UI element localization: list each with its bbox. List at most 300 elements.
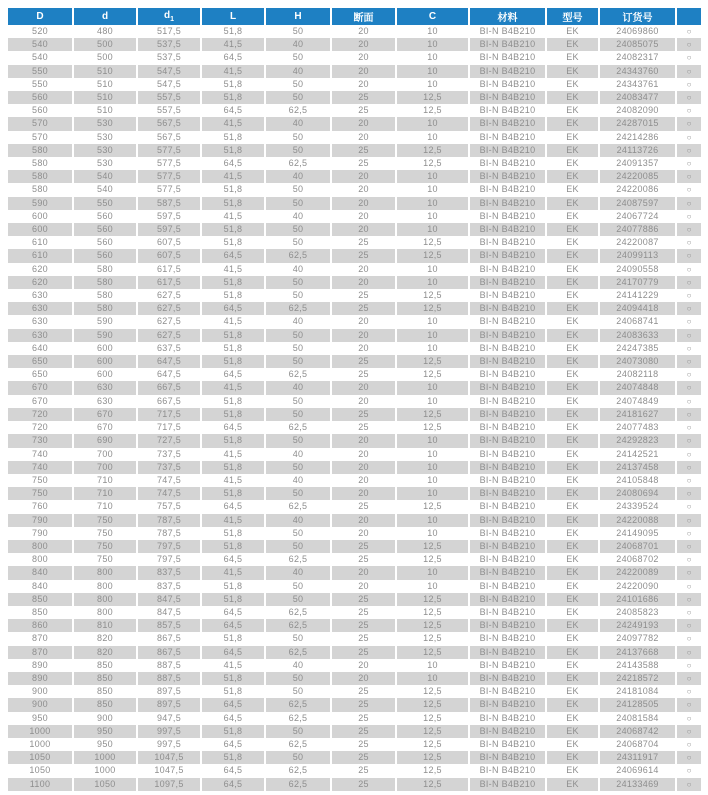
cell-availability: ○ (675, 619, 701, 632)
cell-section: 20 (330, 461, 395, 474)
cell-d: 560 (72, 210, 136, 223)
cell-d: 550 (72, 197, 136, 210)
cell-H: 62,5 (264, 778, 330, 791)
cell-order: 24214286 (598, 131, 675, 144)
cell-material: BI-N B4B210 (468, 474, 545, 487)
cell-H: 40 (264, 448, 330, 461)
cell-availability: ○ (675, 514, 701, 527)
cell-d1: 737,5 (136, 461, 200, 474)
cell-model: EK (545, 381, 598, 394)
cell-H: 50 (264, 395, 330, 408)
table-row (8, 342, 701, 355)
cell-H: 50 (264, 527, 330, 540)
cell-d1: 847,5 (136, 593, 200, 606)
cell-model: EK (545, 606, 598, 619)
cell-model: EK (545, 157, 598, 170)
cell-order: 24247385 (598, 342, 675, 355)
cell-order: 24220089 (598, 566, 675, 579)
cell-d: 580 (72, 263, 136, 276)
cell-C: 10 (395, 117, 468, 130)
cell-D: 580 (32, 158, 48, 169)
cell-D: 570 (8, 117, 72, 130)
cell-L: 41,5 (200, 38, 264, 51)
cell-d: 750 (72, 514, 136, 527)
cell-C: 10 (395, 580, 468, 593)
cell-section: 20 (330, 78, 395, 91)
table-row (8, 381, 701, 394)
cell-section: 25 (330, 712, 395, 725)
cell-H: 50 (264, 144, 330, 157)
cell-d1: 567,5 (136, 131, 200, 144)
cell-order: 24220088 (598, 514, 675, 527)
cell-order: 24081584 (598, 712, 675, 725)
cell-model: EK (545, 448, 598, 461)
cell-C: 12,5 (395, 712, 468, 725)
cell-availability: ○ (675, 38, 701, 51)
cell-availability: ○ (675, 778, 701, 791)
cell-material: BI-N B4B210 (468, 381, 545, 394)
cell-D: 580 (8, 144, 72, 157)
cell-d: 560 (72, 249, 136, 262)
cell-section: 25 (330, 778, 395, 791)
cell-D: 610 (8, 249, 72, 262)
cell-d: 510 (72, 104, 136, 117)
cell-L: 51,8 (200, 144, 264, 157)
cell-C: 10 (395, 78, 468, 91)
cell-L: 51,8 (200, 197, 264, 210)
cell-L: 51,8 (200, 434, 264, 447)
cell-L: 51,8 (200, 632, 264, 645)
cell-C: 10 (395, 223, 468, 236)
cell-d: 710 (72, 474, 136, 487)
cell-model: EK (545, 289, 598, 302)
cell-order: 24220085 (598, 170, 675, 183)
cell-material: BI-N B4B210 (468, 368, 545, 381)
cell-availability: ○ (675, 751, 701, 764)
cell-availability: ○ (675, 315, 701, 328)
cell-C: 12,5 (395, 646, 468, 659)
cell-L: 51,8 (200, 395, 264, 408)
cell-material: BI-N B4B210 (468, 355, 545, 368)
cell-model: EK (545, 712, 598, 725)
cell-d1: 617,5 (136, 276, 200, 289)
cell-d1: 747,5 (136, 474, 200, 487)
cell-d: 510 (72, 91, 136, 104)
column-header-model: 型号 (545, 8, 598, 25)
cell-D: 1050 (29, 765, 51, 776)
cell-C: 12,5 (395, 751, 468, 764)
cell-order: 24220086 (598, 183, 675, 196)
cell-C: 10 (395, 25, 468, 38)
cell-L: 41,5 (200, 514, 264, 527)
cell-model: EK (545, 527, 598, 540)
cell-C: 12,5 (395, 500, 468, 513)
cell-material: BI-N B4B210 (468, 249, 545, 262)
table-row (8, 65, 701, 78)
table-row (8, 289, 701, 302)
cell-order: 24094418 (598, 302, 675, 315)
cell-model: EK (545, 263, 598, 276)
cell-section: 25 (330, 725, 395, 738)
table-row (8, 448, 701, 461)
cell-d1: 1047,5 (136, 764, 200, 777)
column-header-d1: $d_1$ (136, 8, 200, 25)
cell-model: EK (545, 38, 598, 51)
table-row (8, 725, 701, 738)
cell-C: 10 (395, 276, 468, 289)
table-row (8, 566, 701, 579)
cell-section: 20 (330, 342, 395, 355)
cell-H: 50 (264, 408, 330, 421)
table-row (8, 91, 701, 104)
table-row (8, 210, 701, 223)
cell-section: 25 (330, 698, 395, 711)
cell-availability: ○ (675, 395, 701, 408)
table-row (8, 104, 701, 117)
cell-H: 40 (264, 210, 330, 223)
cell-material: BI-N B4B210 (468, 527, 545, 540)
table-row (8, 368, 701, 381)
product-table-container (8, 8, 701, 791)
cell-D: 600 (32, 210, 48, 221)
table-row (8, 223, 701, 236)
cell-availability: ○ (675, 632, 701, 645)
cell-section: 20 (330, 448, 395, 461)
cell-material: BI-N B4B210 (468, 448, 545, 461)
cell-availability: ○ (675, 78, 701, 91)
table-row (8, 500, 701, 513)
table-row (8, 249, 701, 262)
cell-model: EK (545, 553, 598, 566)
cell-availability: ○ (675, 144, 701, 157)
cell-availability: ○ (675, 276, 701, 289)
cell-L: 64,5 (200, 764, 264, 777)
cell-order: 24068702 (598, 553, 675, 566)
cell-availability: ○ (675, 553, 701, 566)
cell-order: 24220090 (598, 580, 675, 593)
table-row (8, 553, 701, 566)
cell-availability: ○ (675, 461, 701, 474)
cell-section: 25 (330, 764, 395, 777)
cell-L: 51,8 (200, 540, 264, 553)
cell-H: 50 (264, 580, 330, 593)
cell-material: BI-N B4B210 (468, 764, 545, 777)
cell-L: 41,5 (200, 381, 264, 394)
cell-L: 51,8 (200, 593, 264, 606)
cell-section: 20 (330, 65, 395, 78)
table-row (8, 329, 701, 342)
cell-order: 24099113 (598, 249, 675, 262)
cell-availability: ○ (675, 448, 701, 461)
cell-D: 650 (32, 369, 48, 380)
cell-model: EK (545, 434, 598, 447)
column-header-order: 订货号 (598, 8, 675, 25)
cell-d: 560 (72, 236, 136, 249)
cell-material: BI-N B4B210 (468, 712, 545, 725)
cell-L: 64,5 (200, 553, 264, 566)
table-row (8, 131, 701, 144)
cell-model: EK (545, 500, 598, 513)
cell-model: EK (545, 764, 598, 777)
cell-availability: ○ (675, 249, 701, 262)
cell-d1: 737,5 (136, 448, 200, 461)
cell-d1: 537,5 (136, 38, 200, 51)
cell-d1: 847,5 (136, 606, 200, 619)
cell-L: 51,8 (200, 91, 264, 104)
cell-availability: ○ (675, 342, 701, 355)
cell-section: 25 (330, 91, 395, 104)
cell-H: 50 (264, 672, 330, 685)
cell-section: 25 (330, 289, 395, 302)
cell-d: 810 (72, 619, 136, 632)
cell-material: BI-N B4B210 (468, 619, 545, 632)
cell-L: 51,8 (200, 672, 264, 685)
cell-section: 20 (330, 197, 395, 210)
cell-order: 24085075 (598, 38, 675, 51)
cell-L: 51,8 (200, 329, 264, 342)
cell-H: 50 (264, 329, 330, 342)
cell-availability: ○ (675, 580, 701, 593)
cell-d: 480 (72, 25, 136, 38)
cell-availability: ○ (675, 500, 701, 513)
cell-D: 870 (8, 646, 72, 659)
cell-material: BI-N B4B210 (468, 540, 545, 553)
cell-section: 25 (330, 104, 395, 117)
cell-L: 64,5 (200, 778, 264, 791)
cell-section: 20 (330, 263, 395, 276)
cell-L: 51,8 (200, 223, 264, 236)
cell-D: 670 (32, 395, 48, 406)
cell-d: 580 (72, 302, 136, 315)
cell-order: 24069860 (598, 25, 675, 38)
cell-section: 20 (330, 566, 395, 579)
cell-d1: 797,5 (136, 540, 200, 553)
cell-d1: 547,5 (136, 65, 200, 78)
cell-d1: 567,5 (136, 117, 200, 130)
cell-availability: ○ (675, 329, 701, 342)
cell-section: 20 (330, 51, 395, 64)
cell-model: EK (545, 329, 598, 342)
cell-d: 710 (72, 500, 136, 513)
cell-d1: 577,5 (136, 157, 200, 170)
cell-model: EK (545, 540, 598, 553)
cell-C: 12,5 (395, 764, 468, 777)
cell-C: 10 (395, 183, 468, 196)
cell-availability: ○ (675, 685, 701, 698)
cell-order: 24082317 (598, 51, 675, 64)
cell-L: 51,8 (200, 527, 264, 540)
cell-section: 25 (330, 302, 395, 315)
cell-model: EK (545, 210, 598, 223)
cell-availability: ○ (675, 117, 701, 130)
cell-order: 24149095 (598, 527, 675, 540)
cell-availability: ○ (675, 659, 701, 672)
cell-C: 10 (395, 487, 468, 500)
table-row (8, 197, 701, 210)
cell-C: 12,5 (395, 289, 468, 302)
cell-section: 20 (330, 131, 395, 144)
cell-L: 64,5 (200, 606, 264, 619)
cell-H: 50 (264, 355, 330, 368)
cell-section: 20 (330, 381, 395, 394)
cell-D: 850 (8, 593, 72, 606)
cell-availability: ○ (675, 566, 701, 579)
cell-d1: 867,5 (136, 646, 200, 659)
cell-C: 10 (395, 395, 468, 408)
cell-order: 24090558 (598, 263, 675, 276)
cell-order: 24067724 (598, 210, 675, 223)
cell-C: 12,5 (395, 236, 468, 249)
cell-material: BI-N B4B210 (468, 778, 545, 791)
cell-d: 900 (72, 712, 136, 725)
cell-H: 50 (264, 91, 330, 104)
cell-d: 600 (72, 342, 136, 355)
table-header (8, 8, 701, 25)
cell-d1: 837,5 (136, 580, 200, 593)
cell-H: 40 (264, 381, 330, 394)
cell-d1: 887,5 (136, 672, 200, 685)
cell-model: EK (545, 632, 598, 645)
cell-model: EK (545, 659, 598, 672)
table-row (8, 421, 701, 434)
cell-L: 51,8 (200, 78, 264, 91)
cell-H: 40 (264, 315, 330, 328)
cell-model: EK (545, 514, 598, 527)
cell-material: BI-N B4B210 (468, 751, 545, 764)
cell-order: 24082118 (598, 368, 675, 381)
cell-d1: 627,5 (136, 315, 200, 328)
cell-d: 510 (72, 78, 136, 91)
cell-material: BI-N B4B210 (468, 646, 545, 659)
cell-model: EK (545, 302, 598, 315)
cell-model: EK (545, 51, 598, 64)
cell-order: 24077886 (598, 223, 675, 236)
cell-availability: ○ (675, 355, 701, 368)
cell-section: 20 (330, 315, 395, 328)
cell-section: 20 (330, 514, 395, 527)
cell-D: 950 (32, 712, 48, 723)
cell-L: 51,8 (200, 725, 264, 738)
cell-H: 62,5 (264, 619, 330, 632)
cell-C: 12,5 (395, 619, 468, 632)
cell-C: 10 (395, 51, 468, 64)
cell-D: 550 (32, 78, 48, 89)
cell-model: EK (545, 144, 598, 157)
cell-order: 24343760 (598, 65, 675, 78)
cell-d: 590 (72, 329, 136, 342)
cell-L: 51,8 (200, 685, 264, 698)
column-header-D: D (8, 8, 72, 25)
cell-L: 41,5 (200, 448, 264, 461)
cell-section: 25 (330, 553, 395, 566)
cell-H: 50 (264, 434, 330, 447)
cell-d: 850 (72, 698, 136, 711)
cell-d1: 607,5 (136, 236, 200, 249)
cell-material: BI-N B4B210 (468, 78, 545, 91)
cell-L: 51,8 (200, 408, 264, 421)
cell-C: 12,5 (395, 606, 468, 619)
cell-L: 64,5 (200, 712, 264, 725)
cell-C: 12,5 (395, 249, 468, 262)
cell-d1: 577,5 (136, 183, 200, 196)
cell-material: BI-N B4B210 (468, 263, 545, 276)
cell-H: 40 (264, 117, 330, 130)
cell-section: 25 (330, 606, 395, 619)
cell-model: EK (545, 778, 598, 791)
cell-d1: 547,5 (136, 78, 200, 91)
cell-order: 24074849 (598, 395, 675, 408)
cell-C: 10 (395, 566, 468, 579)
cell-D: 600 (8, 223, 72, 236)
column-header-availability (675, 8, 701, 25)
cell-L: 41,5 (200, 659, 264, 672)
cell-C: 10 (395, 329, 468, 342)
cell-material: BI-N B4B210 (468, 738, 545, 751)
cell-d: 1000 (72, 751, 136, 764)
cell-material: BI-N B4B210 (468, 408, 545, 421)
cell-H: 40 (264, 474, 330, 487)
cell-D: 640 (32, 342, 48, 353)
cell-material: BI-N B4B210 (468, 434, 545, 447)
cell-availability: ○ (675, 606, 701, 619)
cell-H: 50 (264, 725, 330, 738)
table-row (8, 78, 701, 91)
cell-availability: ○ (675, 289, 701, 302)
cell-d1: 787,5 (136, 527, 200, 540)
cell-C: 12,5 (395, 540, 468, 553)
cell-material: BI-N B4B210 (468, 170, 545, 183)
cell-order: 24101686 (598, 593, 675, 606)
cell-d: 820 (72, 646, 136, 659)
cell-model: EK (545, 170, 598, 183)
cell-section: 25 (330, 632, 395, 645)
cell-d1: 717,5 (136, 408, 200, 421)
cell-order: 24083633 (598, 329, 675, 342)
cell-availability: ○ (675, 698, 701, 711)
cell-C: 12,5 (395, 593, 468, 606)
cell-D: 730 (8, 434, 72, 447)
cell-order: 24181627 (598, 408, 675, 421)
cell-L: 64,5 (200, 646, 264, 659)
cell-model: EK (545, 751, 598, 764)
table-row (8, 593, 701, 606)
cell-availability: ○ (675, 197, 701, 210)
cell-availability: ○ (675, 25, 701, 38)
cell-H: 50 (264, 685, 330, 698)
cell-model: EK (545, 672, 598, 685)
cell-H: 62,5 (264, 738, 330, 751)
cell-order: 24113726 (598, 144, 675, 157)
cell-availability: ○ (675, 540, 701, 553)
cell-C: 12,5 (395, 368, 468, 381)
column-header-C: C (395, 8, 468, 25)
table-row (8, 646, 701, 659)
table-row (8, 487, 701, 500)
cell-D: 1000 (29, 738, 51, 749)
cell-C: 10 (395, 474, 468, 487)
cell-D: 750 (32, 474, 48, 485)
cell-H: 50 (264, 223, 330, 236)
table-row (8, 619, 701, 632)
cell-availability: ○ (675, 302, 701, 315)
cell-L: 64,5 (200, 619, 264, 632)
cell-section: 25 (330, 751, 395, 764)
cell-availability: ○ (675, 764, 701, 777)
cell-L: 41,5 (200, 210, 264, 223)
table-row (8, 236, 701, 249)
cell-d: 580 (72, 289, 136, 302)
product-table (8, 8, 701, 791)
